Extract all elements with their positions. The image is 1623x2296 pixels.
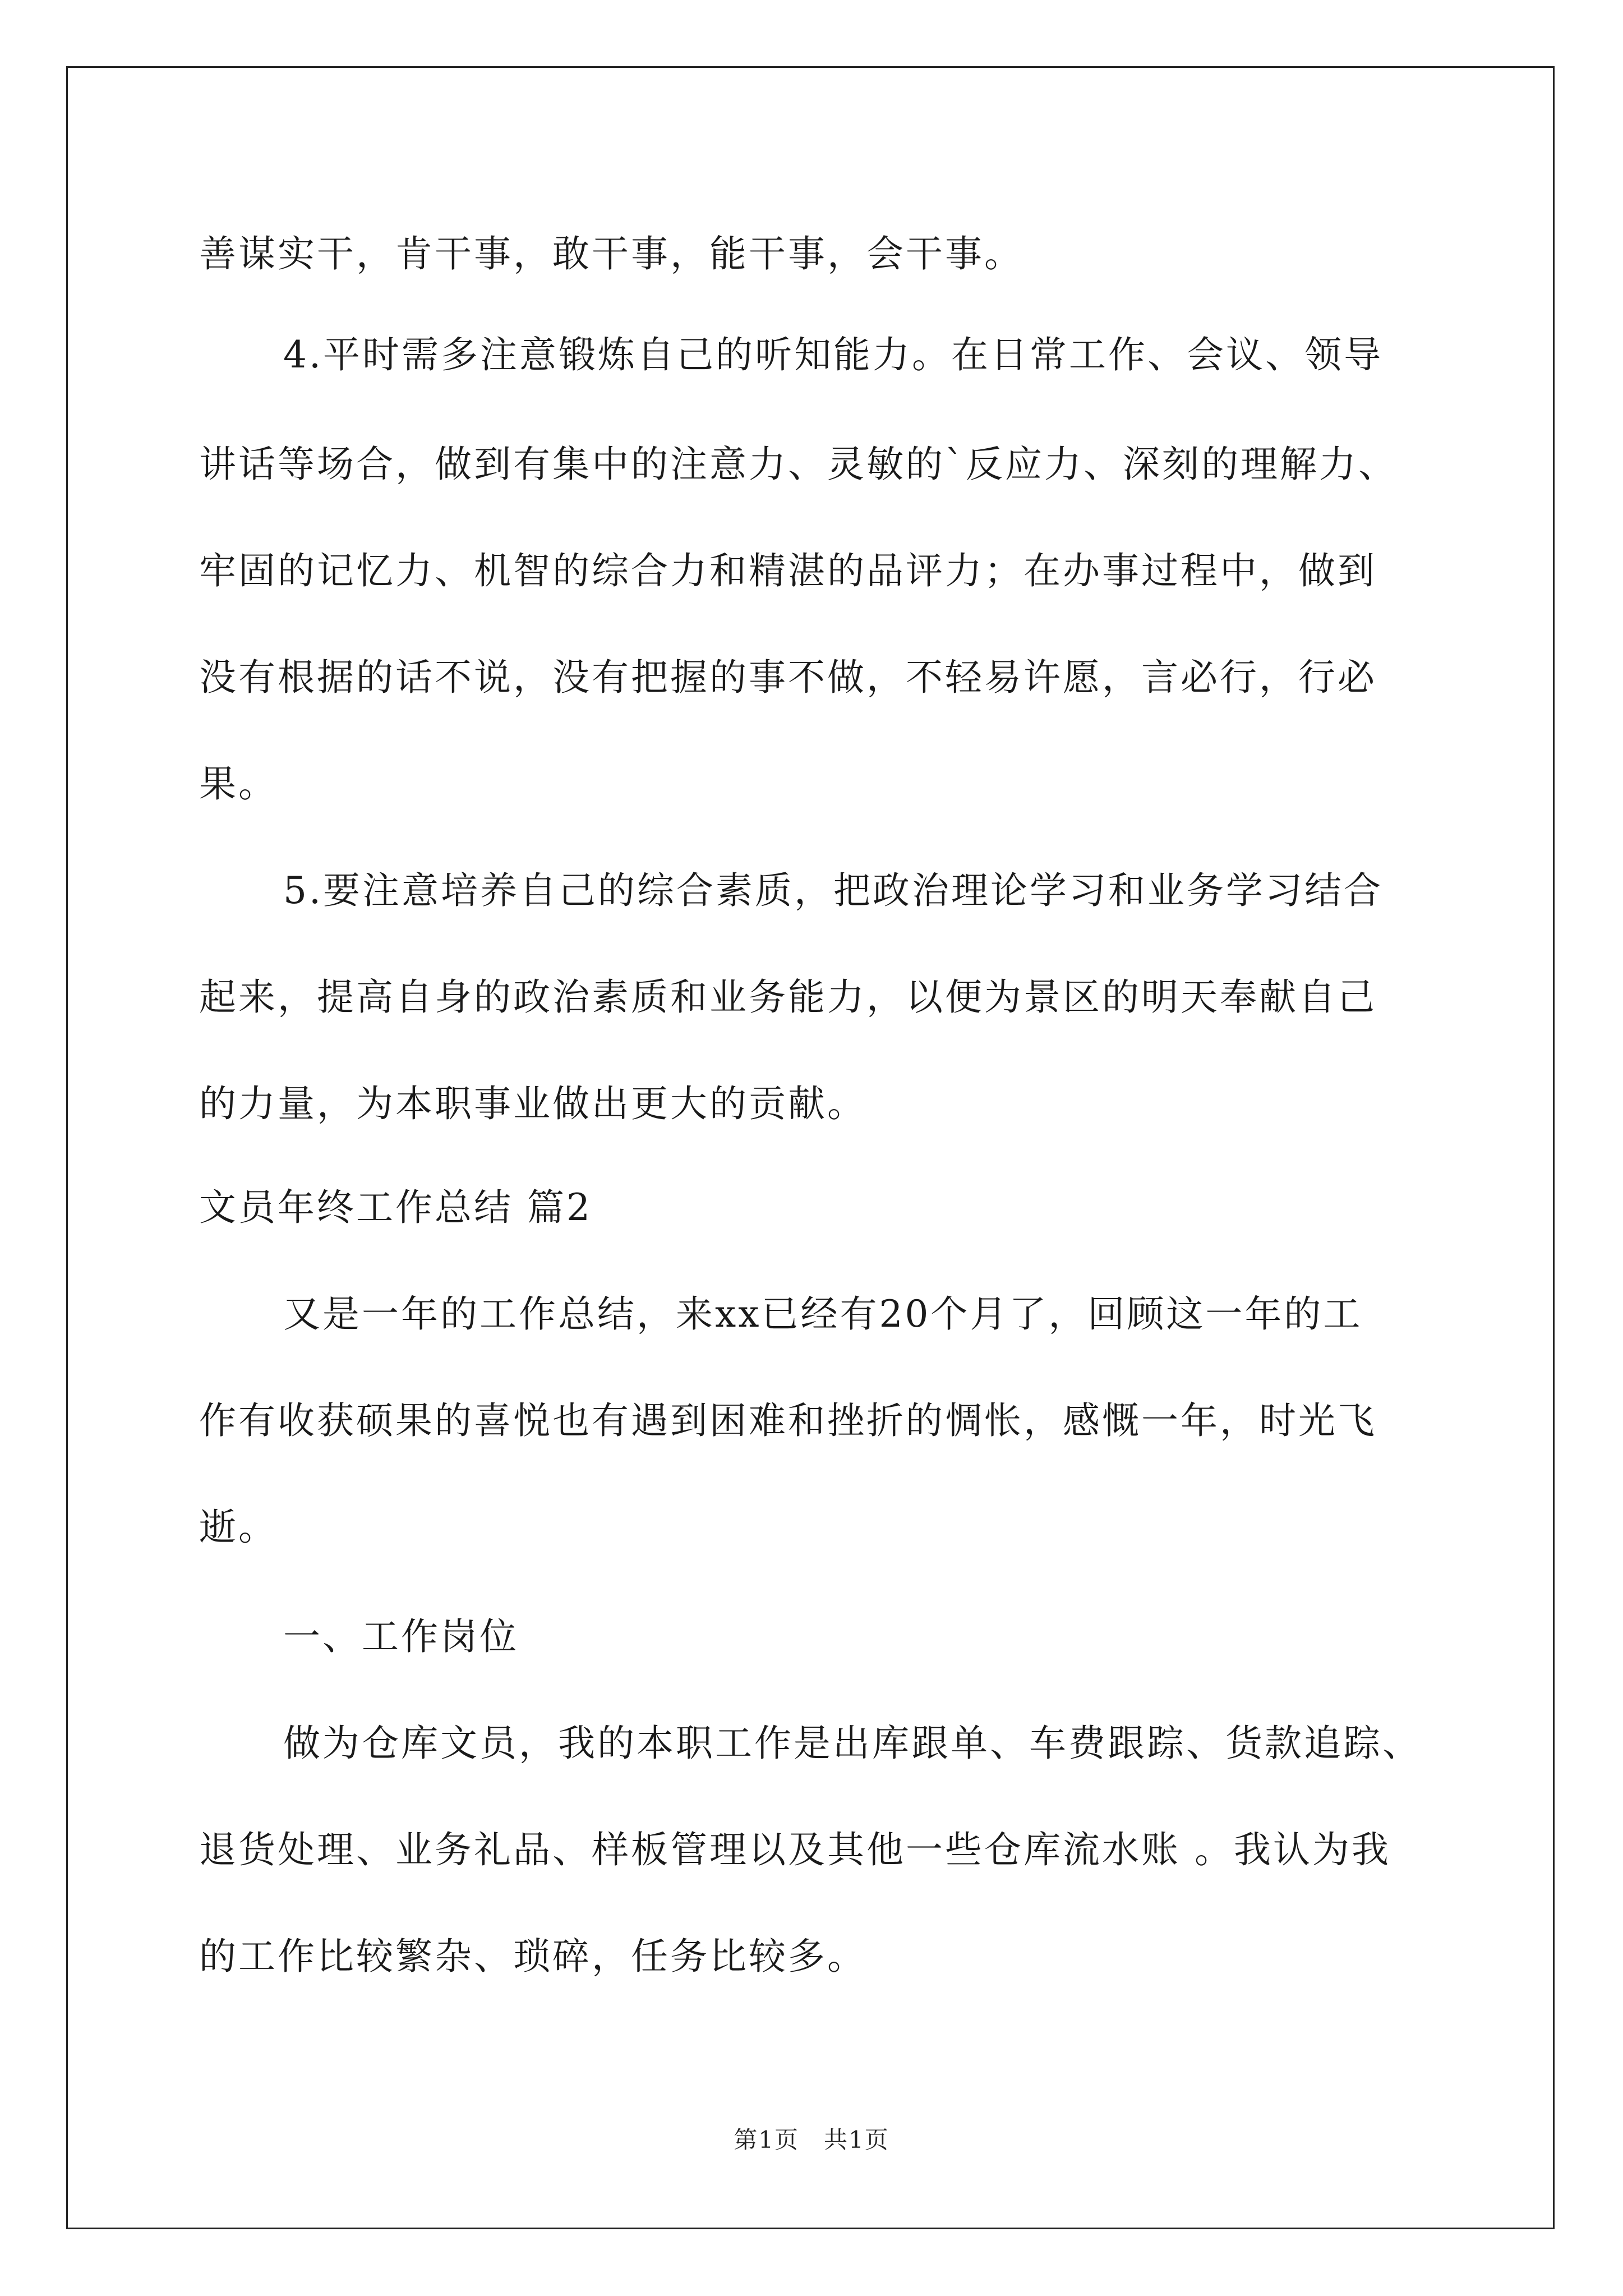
body-line: 起来，提高自身的政治素质和业务能力，以便为景区的明天奉献自己	[199, 976, 1377, 1019]
body-line: 又是一年的工作总结，来xx已经有20个月了，回顾这一年的工	[283, 1292, 1363, 1336]
page-border	[66, 66, 1555, 2229]
body-line: 牢固的记忆力、机智的综合力和精湛的品评力；在办事过程中，做到	[199, 549, 1377, 592]
body-line: 5.要注意培养自己的综合素质，把政治理论学习和业务学习结合	[283, 869, 1383, 912]
page-footer: 第1页 共1页	[734, 2126, 889, 2154]
subsection-heading: 一、工作岗位	[283, 1615, 519, 1658]
body-line: 没有根据的话不说，没有把握的事不做，不轻易许愿，言必行，行必	[199, 656, 1377, 699]
body-line: 善谋实干，肯干事，敢干事，能干事，会干事。	[199, 232, 1023, 275]
body-line: 的工作比较繁杂、琐碎，任务比较多。	[199, 1935, 866, 1978]
body-line: 果。	[199, 762, 278, 806]
section-heading: 文员年终工作总结 篇2	[199, 1186, 592, 1229]
body-line: 退货处理、业务礼品、样板管理以及其他一些仓库流水账 。我认为我	[199, 1828, 1391, 1871]
body-line: 做为仓库文员，我的本职工作是出库跟单、车费跟踪、货款追踪、	[283, 1722, 1422, 1765]
body-line: 作有收获硕果的喜悦也有遇到困难和挫折的惆怅，感慨一年，时光飞	[199, 1399, 1377, 1442]
body-line: 逝。	[199, 1506, 278, 1549]
body-line: 讲话等场合，做到有集中的注意力、灵敏的`反应力、深刻的理解力、	[199, 443, 1398, 486]
body-line: 4.平时需多注意锻炼自己的听知能力。在日常工作、会议、领导	[283, 333, 1383, 376]
body-line: 的力量，为本职事业做出更大的贡献。	[199, 1082, 866, 1125]
